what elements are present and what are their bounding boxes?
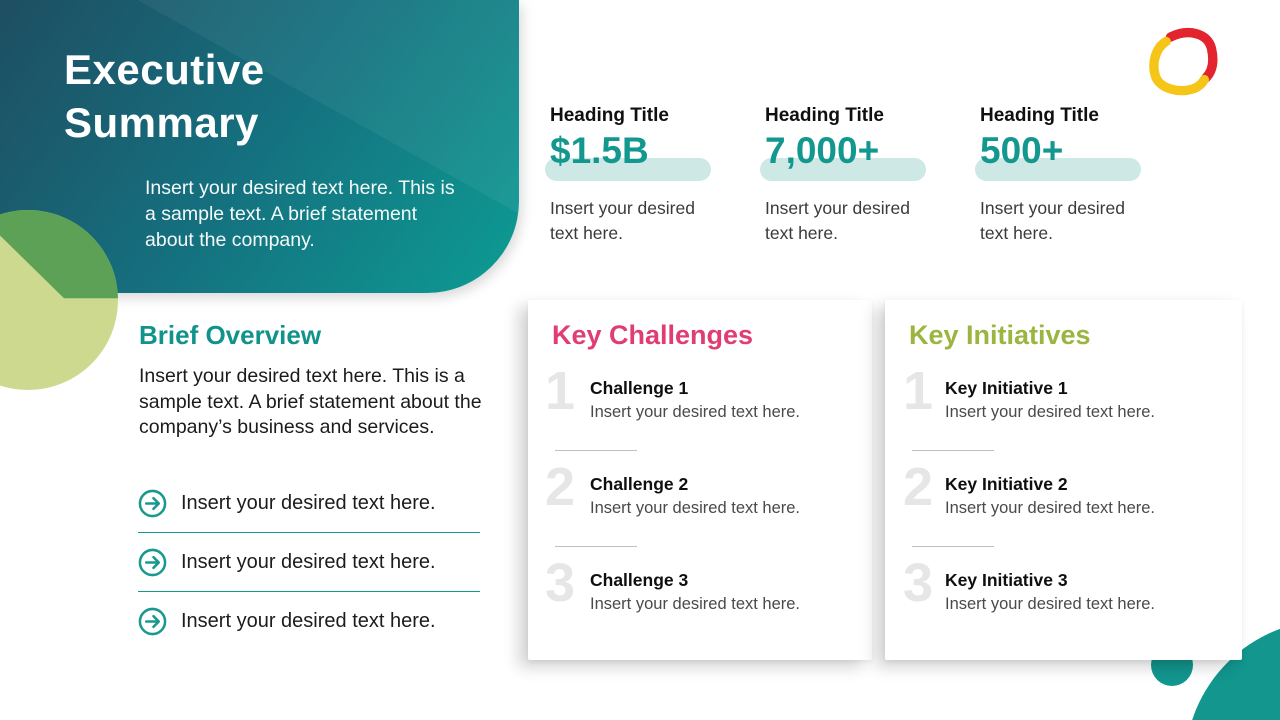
list-item — [138, 591, 480, 650]
initiative-item-2 — [885, 457, 1242, 540]
item-divider — [912, 546, 994, 547]
stat-value: 7,000+ — [765, 129, 880, 171]
stat-heading: Heading Title — [550, 105, 669, 126]
item-description: Insert your desired text here. — [945, 595, 1156, 613]
challenge-item-2 — [528, 457, 872, 540]
list-item-text: Insert your desired text here. — [181, 491, 436, 514]
stat-heading: Heading Title — [765, 105, 884, 126]
list-item-text: Insert your desired text here. — [181, 550, 436, 573]
item-number: 2 — [903, 457, 934, 517]
initiative-item-3 — [885, 553, 1242, 636]
item-number: 3 — [545, 553, 576, 613]
stat-description: Insert your desired text here. — [765, 197, 910, 244]
item-title: Key Initiative 2 — [945, 474, 1068, 494]
stat-column-1 — [550, 104, 735, 247]
item-number: 2 — [545, 457, 576, 517]
stat-description: Insert your desired text here. — [980, 197, 1125, 244]
brand-logo-icon — [1146, 26, 1218, 100]
stat-column-3 — [980, 104, 1165, 247]
slide-subtitle: Insert your desired text here. This is a sample text. A brief statement about the company. — [145, 177, 455, 251]
list-item — [138, 474, 480, 532]
item-divider — [555, 450, 637, 451]
stat-description: Insert your desired text here. — [550, 197, 695, 244]
item-description: Insert your desired text here. — [590, 595, 801, 613]
brief-overview-body: Insert your desired text here. This is a sample text. A brief statement about the company’s business and services. — [139, 365, 482, 439]
item-title: Key Initiative 1 — [945, 378, 1068, 398]
stat-heading: Heading Title — [980, 105, 1099, 126]
item-description: Insert your desired text here. — [945, 499, 1156, 517]
item-divider — [555, 546, 637, 547]
challenge-item-3 — [528, 553, 872, 636]
key-challenges-card — [528, 300, 872, 660]
item-title: Challenge 2 — [590, 474, 689, 494]
item-title: Challenge 1 — [590, 378, 689, 398]
key-challenges-heading: Key Challenges — [552, 320, 754, 350]
item-divider — [912, 450, 994, 451]
arrow-right-circle-icon — [138, 548, 167, 577]
challenge-item-1 — [528, 361, 872, 444]
stat-value: $1.5B — [550, 129, 649, 171]
item-title: Key Initiative 3 — [945, 570, 1068, 590]
item-number: 1 — [903, 361, 934, 421]
key-initiatives-heading: Key Initiatives — [909, 320, 1091, 350]
item-number: 3 — [903, 553, 934, 613]
arrow-right-circle-icon — [138, 607, 167, 636]
stat-column-2 — [765, 104, 950, 247]
brief-overview-list — [138, 474, 480, 650]
key-initiatives-card — [885, 300, 1242, 660]
list-item — [138, 532, 480, 591]
list-item-text: Insert your desired text here. — [181, 609, 436, 632]
item-title: Challenge 3 — [590, 570, 689, 590]
stat-value: 500+ — [980, 129, 1064, 171]
item-description: Insert your desired text here. — [590, 499, 801, 517]
item-description: Insert your desired text here. — [590, 403, 801, 421]
arrow-right-circle-icon — [138, 489, 167, 518]
item-number: 1 — [545, 361, 576, 421]
item-description: Insert your desired text here. — [945, 403, 1156, 421]
initiative-item-1 — [885, 361, 1242, 444]
slide-title: Executive Summary — [64, 46, 265, 146]
brief-overview-heading: Brief Overview — [139, 320, 322, 350]
